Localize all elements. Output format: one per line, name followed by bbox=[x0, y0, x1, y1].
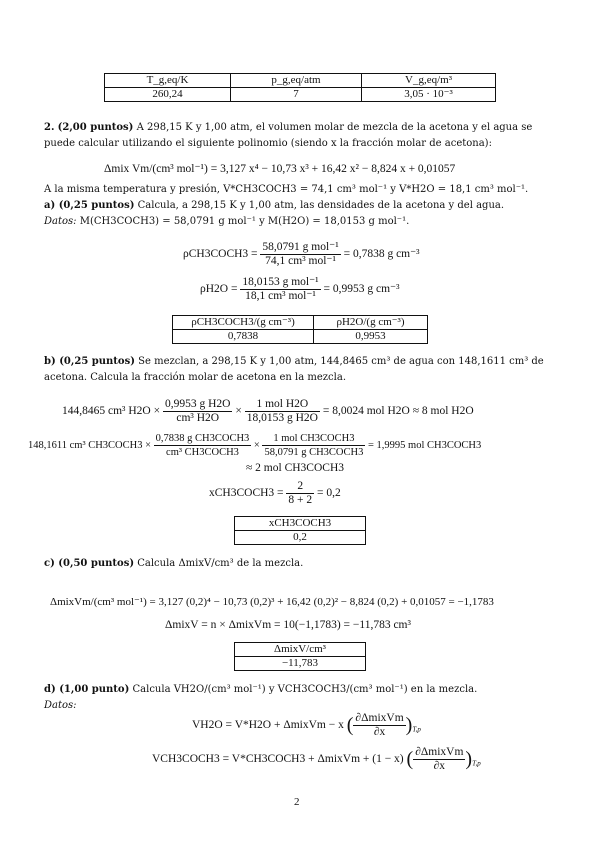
acetone-moles-eq: 148,1611 cm³ CH3COCH3 × $\frac{\text{0,7838 g CH3COCH3}}{\text{cm³ CH3COCH3}}$ × $\frac{\text{1 mol CH3COCH3}}{\text{58,0791 g CH3COCH3}}$ = 1,9995 mol CH3COCH3 bbox=[28, 433, 482, 458]
rho-acetone-num: 58,0791 g mol⁻¹ bbox=[262, 241, 339, 253]
density-value-acetone: 0,7838 bbox=[173, 330, 314, 344]
pv-acetone-paren-open: ( bbox=[406, 748, 414, 770]
part-d-text: Calcula VH2O/(cm³ mol⁻¹) y VCH3COCH3/(cm³ mol⁻¹) en la mezcla. bbox=[132, 684, 478, 695]
partial-volume-acetone-eq bbox=[152, 746, 481, 773]
part-a-datos-label: Datos: bbox=[44, 216, 77, 227]
rho-acetone-eq bbox=[183, 241, 420, 268]
part-c-statement bbox=[44, 556, 559, 572]
part-c-label: c) (0,50 puntos) bbox=[44, 558, 135, 569]
part-a-label: a) (0,25 puntos) bbox=[44, 200, 135, 211]
page-number: 2 bbox=[294, 796, 300, 808]
acetone-moles-approx: ≈ 2 mol CH3COCH3 bbox=[246, 462, 345, 474]
mole-fraction-frac bbox=[286, 480, 314, 507]
part-b-statement bbox=[44, 354, 559, 386]
pv-acetone-lhs: VCH3COCH3 = V*CH3COCH3 + ΔmixVm + (1 − x) bbox=[152, 753, 404, 766]
part-d-statement bbox=[44, 682, 559, 698]
q2-intro bbox=[44, 120, 556, 152]
pv-water-paren-close: ) bbox=[405, 714, 413, 736]
pv-water-deriv-den: ∂x bbox=[373, 726, 386, 738]
part-b-text: Se mezclan, a 298,15 K y 1,00 atm, 144,8465 cm³ de agua con 148,1611 cm³ de acetona. Calcula la fracción molar de acetona en la mezcla. bbox=[44, 356, 544, 383]
pv-acetone-derivative bbox=[413, 746, 465, 773]
part-c-text: Calcula ΔmixV/cm³ de la mezcla. bbox=[137, 558, 304, 569]
rho-water-result: = 0,9953 g cm⁻³ bbox=[323, 283, 400, 296]
rho-acetone-den: 74,1 cm³ mol⁻¹ bbox=[265, 255, 336, 267]
poly-lhs: Δmix Vm/(cm³ mol⁻¹) = bbox=[104, 163, 218, 175]
top-table-header-3: V_g,eq/m³ bbox=[362, 74, 496, 88]
top-table-value-1: 260,24 bbox=[105, 88, 231, 102]
poly-rhs: 3,127 x⁴ − 10,73 x³ + 16,42 x² − 8,824 x + 0,01057 bbox=[220, 163, 456, 175]
top-table-header-1: T_g,eq/K bbox=[105, 74, 231, 88]
water-moles-lhs: 144,8465 cm³ H2O × bbox=[62, 405, 161, 418]
mix-volume-value: −11,783 bbox=[235, 657, 366, 671]
pv-acetone-paren-close: ) bbox=[465, 748, 473, 770]
acetone-density-factor bbox=[154, 432, 252, 459]
rho-water-den: 18,1 cm³ mol⁻¹ bbox=[245, 290, 316, 302]
pv-water-paren-open: ( bbox=[346, 714, 354, 736]
part-b-label: b) (0,25 puntos) bbox=[44, 356, 135, 367]
q2-polynomial bbox=[104, 161, 455, 175]
acetone-molar-num: 1 mol CH3COCH3 bbox=[262, 432, 365, 446]
pv-acetone-deriv-num: ∂ΔmixVm bbox=[415, 746, 464, 758]
rho-acetone-fraction bbox=[260, 241, 340, 268]
pv-water-deriv-num: ∂ΔmixVm bbox=[355, 712, 404, 724]
top-table bbox=[104, 73, 496, 102]
water-density-num: 0,9953 g H2O bbox=[164, 398, 231, 410]
mole-fraction-den: 8 + 2 bbox=[288, 494, 313, 506]
rho-acetone-lhs: ρCH3COCH3 = bbox=[183, 248, 258, 261]
mole-fraction-table bbox=[234, 516, 366, 545]
acetone-molar-den: 58,0791 g CH3COCH3 bbox=[264, 447, 364, 458]
rho-water-fraction bbox=[240, 276, 320, 303]
part-d-label: d) (1,00 punto) bbox=[44, 684, 130, 695]
mole-fraction-eq bbox=[209, 480, 341, 507]
mix-volume-molar-eq: ΔmixVm/(cm³ mol⁻¹) = 3,127 (0,2)⁴ − 10,73 (0,2)³ + 16,42 (0,2)² − 8,824 (0,2) + 0,01057 = −1,1783 bbox=[50, 596, 494, 608]
acetone-moles-result: = 1,9995 mol CH3COCH3 bbox=[367, 439, 482, 451]
pv-acetone-deriv-sub: T,p bbox=[472, 759, 481, 768]
q2-pure-volumes: A la misma temperatura y presión, V*CH3COCH3 = 74,1 cm³ mol⁻¹ y V*H2O = 18,1 cm³ mol⁻¹. bbox=[44, 184, 529, 195]
water-moles-eq: 144,8465 cm³ H2O × $\frac{\text{0,9953 g H2O}}{\text{cm³ H2O}}$ × $\frac{\text{1 mol H2O}}{\text{18,0153 g H2O}}$ = 8,0024 mol H2O ≈ 8 mol H2O bbox=[62, 398, 474, 424]
part-a-datos-text: M(CH3COCH3) = 58,0791 g mol⁻¹ y M(H2O) = 18,0153 g mol⁻¹. bbox=[79, 216, 410, 227]
part-a-statement bbox=[44, 198, 564, 214]
top-table-value-2: 7 bbox=[231, 88, 362, 102]
pv-water-deriv-sub: T,p bbox=[412, 725, 421, 734]
acetone-moles-lhs: 148,1611 cm³ CH3COCH3 × bbox=[28, 439, 152, 451]
q2-points: (2,00 puntos) bbox=[57, 122, 134, 133]
part-d-datos: Datos: bbox=[44, 700, 77, 711]
density-header-water: ρH2O/(g cm⁻³) bbox=[314, 316, 428, 330]
water-density-den: cm³ H2O bbox=[176, 412, 220, 424]
water-density-factor bbox=[163, 398, 233, 425]
acetone-molar-factor bbox=[262, 432, 365, 459]
density-value-water: 0,9953 bbox=[314, 330, 428, 344]
mole-fraction-lhs: xCH3COCH3 = bbox=[209, 487, 284, 500]
water-molar-num: 1 mol H2O bbox=[245, 398, 320, 412]
top-table-value-3: 3,05 · 10⁻³ bbox=[362, 88, 496, 102]
mix-volume-table bbox=[234, 642, 366, 671]
rho-acetone-result: = 0,7838 g cm⁻³ bbox=[343, 248, 420, 261]
part-a-datos bbox=[44, 214, 564, 230]
density-table bbox=[172, 315, 428, 344]
partial-volume-water-eq bbox=[192, 712, 421, 739]
pv-water-lhs: VH2O = V*H2O + ΔmixVm − x bbox=[192, 719, 344, 732]
rho-water-lhs: ρH2O = bbox=[200, 283, 238, 296]
mole-fraction-num: 2 bbox=[286, 480, 314, 494]
mix-volume-eq: ΔmixV = n × ΔmixVm = 10(−1,1783) = −11,783 cm³ bbox=[165, 619, 411, 631]
q2-intro-text: A 298,15 K y 1,00 atm, el volumen molar de mezcla de la acetona y el agua se puede calcular utilizando el siguiente polinomio (siendo x la fracción molar de acetona): bbox=[44, 122, 533, 149]
rho-water-num: 18,0153 g mol⁻¹ bbox=[242, 276, 319, 288]
mole-fraction-result: = 0,2 bbox=[317, 487, 341, 500]
mix-volume-header: ΔmixV/cm³ bbox=[235, 643, 366, 657]
density-header-acetone: ρCH3COCH3/(g cm⁻³) bbox=[173, 316, 314, 330]
top-table-header-2: p_g,eq/atm bbox=[231, 74, 362, 88]
pv-acetone-deriv-den: ∂x bbox=[433, 760, 446, 772]
acetone-density-den: cm³ CH3COCH3 bbox=[166, 447, 239, 458]
rho-water-eq bbox=[200, 276, 400, 303]
pv-water-derivative bbox=[353, 712, 405, 739]
acetone-density-num: 0,7838 g CH3COCH3 bbox=[155, 433, 250, 444]
q2-number: 2. bbox=[44, 122, 55, 133]
mole-fraction-header: xCH3COCH3 bbox=[235, 517, 366, 531]
mole-fraction-value: 0,2 bbox=[235, 531, 366, 545]
water-moles-result: = 8,0024 mol H2O ≈ 8 mol H2O bbox=[322, 405, 474, 418]
water-molar-factor bbox=[245, 398, 320, 425]
part-a-text: Calcula, a 298,15 K y 1,00 atm, las densidades de la acetona y del agua. bbox=[137, 200, 505, 211]
water-molar-den: 18,0153 g H2O bbox=[246, 412, 318, 424]
